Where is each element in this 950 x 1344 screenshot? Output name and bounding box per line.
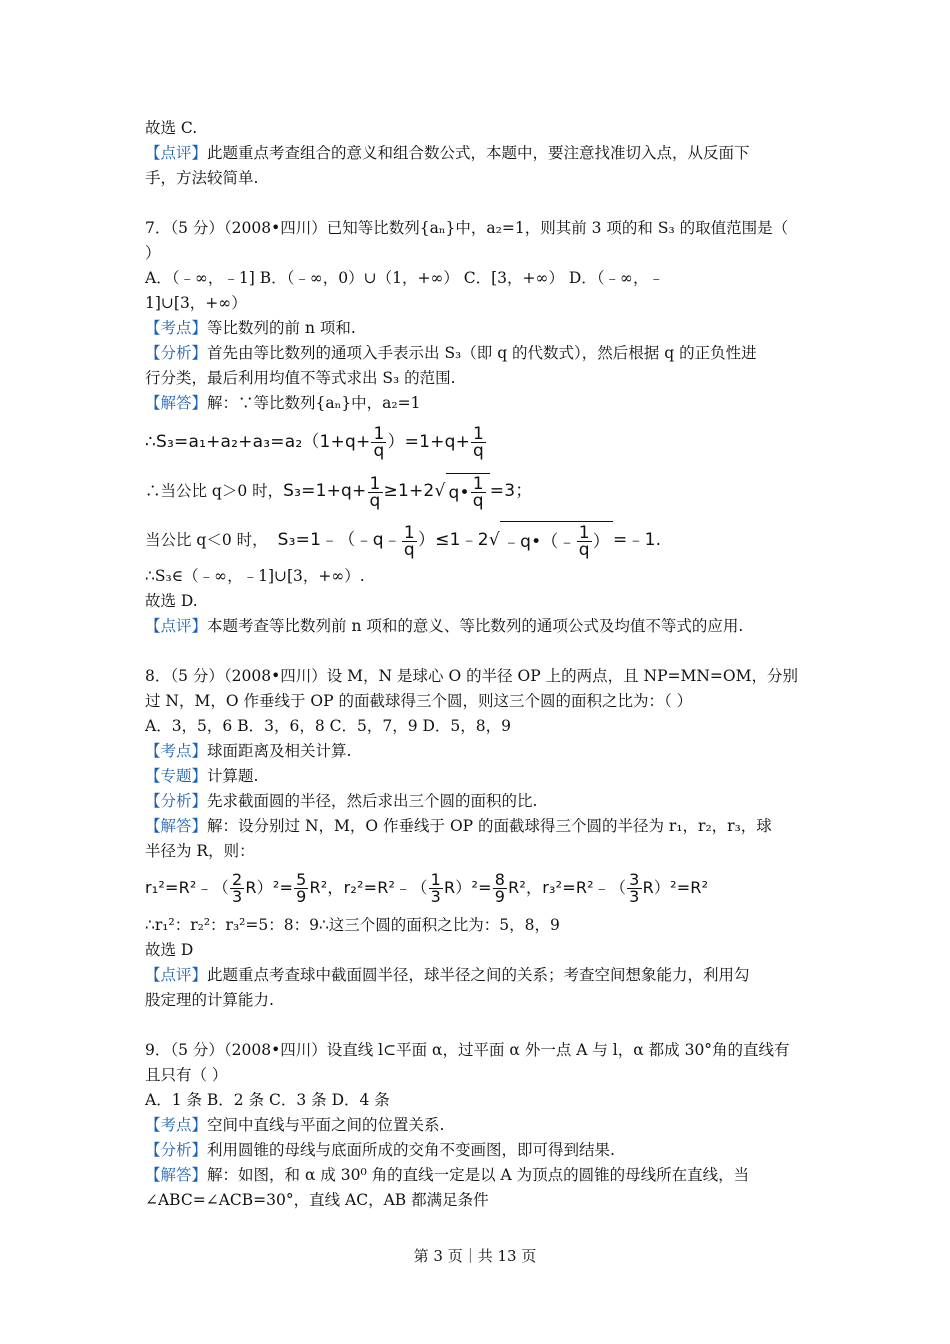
fraction: $\frac{3}{3}$	[629, 870, 640, 906]
q7-fenxi-cont: 行分类，最后利用均值不等式求出 S₃ 的范围.	[145, 369, 456, 387]
q8-options: A．3，5，6 B．3，6，8 C．5，7，9 D．5，8，9	[145, 717, 511, 735]
fenxi-text: 首先由等比数列的通项入手表示出 S₃（即 q 的代数式），然后根据 q 的正负性进	[207, 344, 757, 362]
sqrt-body: q• $\frac{1}{q}$	[446, 473, 490, 512]
kaodian-text: 等比数列的前 n 项和.	[207, 319, 356, 337]
q7-kaodian	[145, 316, 356, 340]
q8-end: 故选 D	[145, 941, 194, 959]
fraction: $\frac{1}{3}$	[430, 870, 441, 906]
fenxi-text: 先求截面圆的半径，然后求出三个圆的面积的比.	[207, 792, 538, 810]
q7-options-cont: 1]∪[3，+∞）	[145, 294, 247, 312]
comment-label: 【点评】	[145, 966, 208, 984]
q6-end: 故选 C.	[145, 119, 198, 137]
q9-kaodian	[145, 1113, 444, 1137]
fenxi-label: 【分析】	[145, 1141, 208, 1159]
q8-ratio: ∴r₁²：r₂²：r₃²=5：8：9∴这三个圆的面积之比为：5，8，9	[145, 916, 560, 934]
kaodian-label: 【考点】	[145, 742, 208, 760]
q9-jieda	[145, 1163, 749, 1187]
fraction: $\frac{1}{q}$	[369, 473, 381, 511]
sqrt-sign: √	[488, 530, 500, 550]
zhuanti-label: 【专题】	[145, 767, 208, 785]
q6-comment-cont: 手，方法较简单.	[145, 169, 259, 187]
fenxi-label: 【分析】	[145, 344, 208, 362]
fraction: $\frac{1}{q}$	[473, 423, 485, 461]
q7-jieda	[145, 391, 421, 415]
q8-fenxi	[145, 789, 537, 813]
q8-jieda-cont: 半径为 R，则：	[145, 842, 255, 860]
kaodian-text: 球面距离及相关计算.	[207, 742, 352, 760]
fraction: $\frac{8}{9}$	[494, 870, 506, 906]
q6-comment	[145, 141, 750, 165]
q8-formula: r₁²=R²﹣（ $\frac{2}{3}$ R）²= $\frac{5}{9}$ R²，r₂²=R²﹣（ $\frac{1}{3}$ R）²= $\frac{8}{9}$ R²，r₃²=R²﹣（ $\frac{3}{3}$ R）²=R²	[145, 870, 709, 906]
q7-title: 7．（5 分）（2008•四川）已知等比数列{aₙ}中，a₂=1，则其前 3 项的和 S₃ 的取值范围是（	[145, 219, 789, 237]
q8-comment	[145, 963, 750, 987]
comment-label: 【点评】	[145, 144, 208, 162]
fenxi-label: 【分析】	[145, 792, 208, 810]
q8-zhuanti	[145, 764, 258, 788]
kaodian-label: 【考点】	[145, 319, 208, 337]
q8-title: 8．（5 分）（2008•四川）设 M，N 是球心 O 的半径 OP 上的两点，且 NP=MN=OM，分别	[145, 667, 798, 685]
comment-text: 此题重点考查组合的意义和组合数公式，本题中，要注意找准切入点，从反面下	[207, 144, 750, 162]
q7-comment	[145, 614, 743, 638]
q7-options: A．（﹣∞，﹣1] B．（﹣∞，0）∪（1，+∞） C．[3，+∞） D．（﹣∞，﹣	[145, 269, 664, 287]
comment-text: 本题考查等比数列前 n 项和的意义、等比数列的通项公式及均值不等式的应用.	[207, 617, 744, 635]
q7-formula-3: 当公比 q＜0 时， S₃=1﹣（﹣q﹣ $\frac{1}{q}$ ）≤1﹣2√ ﹣q•（﹣ $\frac{1}{q}$ ） =﹣1.	[145, 522, 662, 560]
q7-formula-1: ∴S₃=a₁+a₂+a₃=a₂（1+q+ $\frac{1}{q}$ ）=1+q+ $\frac{1}{q}$	[145, 423, 485, 461]
fenxi-text: 利用圆锥的母线与底面所成的交角不变画图，即可得到结果.	[207, 1141, 615, 1159]
sqrt-body: ﹣q•（﹣ $\frac{1}{q}$ ）	[500, 521, 613, 562]
q8-comment-cont: 股定理的计算能力.	[145, 991, 274, 1009]
jieda-label: 【解答】	[145, 1166, 208, 1184]
q7-fenxi	[145, 341, 757, 365]
q8-kaodian	[145, 739, 351, 763]
zhuanti-text: 计算题.	[207, 767, 259, 785]
jieda-label: 【解答】	[145, 394, 208, 412]
q9-title: 9．（5 分）（2008•四川）设直线 l⊂平面 α，过平面 α 外一点 A 与 l，α 都成 30°角的直线有	[145, 1041, 790, 1059]
kaodian-label: 【考点】	[145, 1116, 208, 1134]
comment-text: 此题重点考查球中截面圆半径，球半径之间的关系；考查空间想象能力，利用勾	[207, 966, 750, 984]
page-footer: 第 3 页｜共 13 页	[413, 1247, 537, 1265]
fraction: $\frac{2}{3}$	[231, 870, 243, 906]
fraction: $\frac{1}{q}$	[373, 423, 385, 461]
fraction: $\frac{5}{9}$	[296, 870, 307, 906]
q7-result: ∴S₃∈（﹣∞，﹣1]∪[3，+∞）.	[145, 567, 365, 585]
jieda-text: 解：∵等比数列{aₙ}中，a₂=1	[207, 394, 421, 412]
q9-title-cont: 且只有（ ）	[145, 1066, 228, 1084]
q8-jieda	[145, 814, 772, 838]
jieda-text: 解：设分别过 N，M，O 作垂线于 OP 的面截球得三个圆的半径为 r₁，r₂，r₃，球	[207, 817, 772, 835]
q9-fenxi	[145, 1138, 615, 1162]
q7-formula-2: ∴当公比 q＞0 时，S₃=1+q+ $\frac{1}{q}$ ≥1+2√ q• $\frac{1}{q}$ =3；	[145, 473, 533, 511]
kaodian-text: 空间中直线与平面之间的位置关系.	[207, 1116, 445, 1134]
q7-title-cont: ）	[145, 244, 161, 262]
sqrt-sign: √	[434, 481, 446, 501]
jieda-text: 解：如图，和 α 成 30⁰ 角的直线一定是以 A 为顶点的圆锥的母线所在直线，当	[207, 1166, 750, 1184]
q9-jieda-cont: ∠ABC=∠ACB=30°，直线 AC，AB 都满足条件	[145, 1191, 489, 1209]
fraction: $\frac{1}{q}$	[403, 522, 415, 560]
q7-end: 故选 D.	[145, 592, 198, 610]
q9-options: A．1 条 B．2 条 C．3 条 D．4 条	[145, 1091, 390, 1109]
jieda-label: 【解答】	[145, 817, 208, 835]
q8-title-cont: 过 N，M，O 作垂线于 OP 的面截球得三个圆，则这三个圆的面积之比为：（ ）	[145, 692, 693, 710]
comment-label: 【点评】	[145, 617, 208, 635]
